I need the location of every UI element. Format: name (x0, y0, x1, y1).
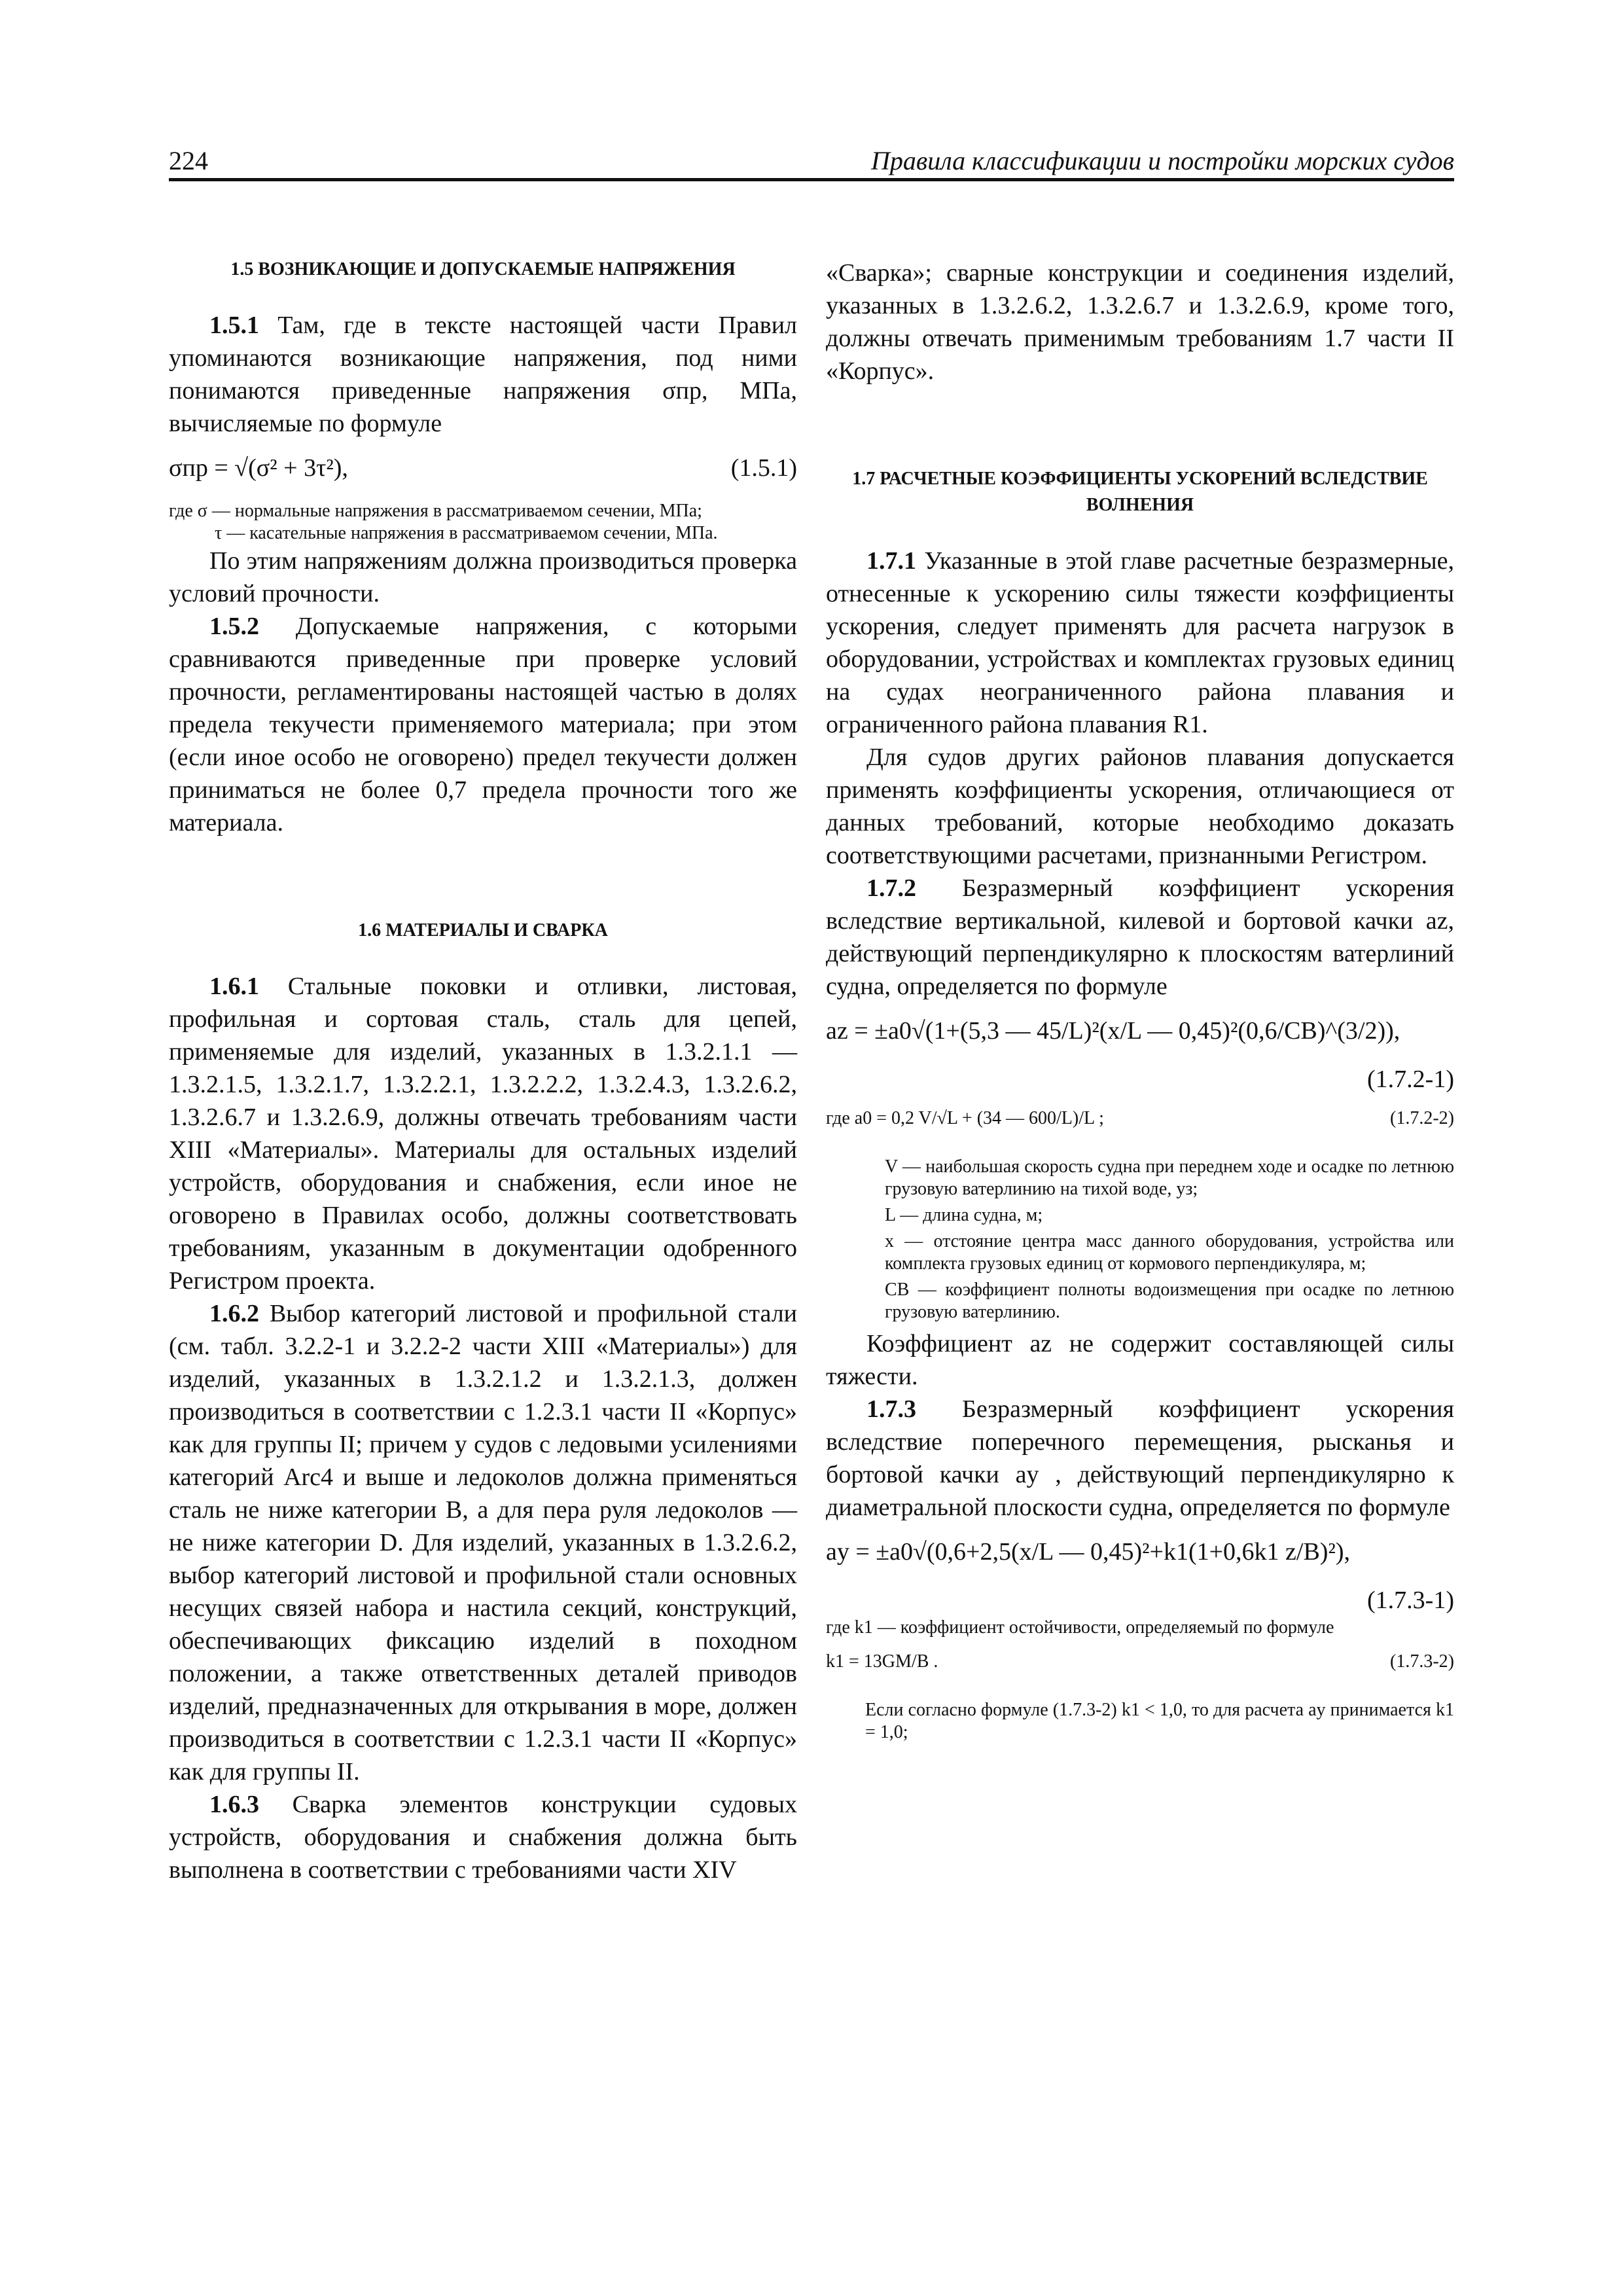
formula-where-2: τ — касательные напряжения в рассматриваемом сечении, МПа. (215, 523, 718, 543)
paragraph-1-7-2b: Коэффициент az не содержит составляющей силы тяжести. (826, 1330, 1454, 1390)
formula-1-7-3-2 (826, 1651, 1454, 1687)
paragraph-1-6-3-continued: «Сварка»; сварные конструкции и соединения изделий, указанных в 1.3.2.6.2, 1.3.2.6.7 и 1.3.2.6.9, кроме того, должны отвечать применимым требованиям 1.7 части II «Корпус». (826, 259, 1454, 385)
formula-1-7-2-1 (826, 1014, 1454, 1051)
section-title-1-7: 1.7 РАСЧЕТНЫЕ КОЭФФИЦИЕНТЫ УСКОРЕНИЙ ВСЛЕДСТВИЕ ВОЛНЕНИЯ (852, 469, 1428, 515)
clause-number: 1.7.2 (866, 874, 916, 902)
right-column (826, 257, 1454, 1744)
formula-number: (1.7.3-2) (1390, 1651, 1454, 1672)
formula-number: (1.7.3-1) (1367, 1587, 1454, 1614)
clause-number: 1.6.2 (209, 1300, 259, 1327)
formula-expression: где a0 = 0,2 V/√L + (34 — 600/L)/L ; (826, 1108, 1104, 1128)
paragraph-1-7-1b: Для судов других районов плавания допускается применять коэффициенты ускорения, отличающиеся от данных требований, которые необходимо доказать соответствующими расчетами, признанными Регистром. (826, 744, 1454, 869)
paragraph-1-6-3 (169, 1788, 797, 1886)
page-header (169, 145, 1454, 181)
definition-item: V — наибольшая скорость судна при переднем ходе и осадке по летнюю грузовую ватерлинию на тихой воде, уз; (885, 1157, 1454, 1199)
note: Если согласно формуле (1.7.3-2) k1 < 1,0, то для расчета ay принимается k1 = 1,0; (865, 1700, 1454, 1742)
paragraph-1-6-1 (169, 970, 797, 1297)
paragraph-1-5-1b: По этим напряжениям должна производиться проверка условий прочности. (169, 547, 797, 607)
definition-item: L — длина судна, м; (885, 1205, 1043, 1225)
paragraph-text: Указанные в этой главе расчетные безразмерные, отнесенные к ускорению силы тяжести коэффициенты ускорения, следует применять для расчета нагрузок в оборудовании, устройствах и комплектах грузовых единиц на судах неограниченного района плавания и ограниченного района плавания R1. (826, 547, 1454, 738)
paragraph-1-5-2 (169, 610, 797, 839)
paragraph-text: Выбор категорий листовой и профильной стали (см. табл. 3.2.2-1 и 3.2.2-2 части XIII «Материалы») для изделий, указанных в 1.3.2.1.2 и 1.3.2.1.3, должен производиться в соответствии с 1.2.3.1 части II «Корпус» как для группы II; причем у судов с ледовыми усилениями категорий Arc4 и выше и ледоколов должна применяться сталь не ниже категории В, а для пера руля ледоколов — не ниже категории D. Для изделий, указанных в 1.3.2.6.2, выбор категорий листовой и профильной стали основных несущих связей набора и настила секций, конструкций, обеспечивающих фиксацию изделий в походном положении, а также ответственных деталей приводов изделий, предназначенных для открывания в море, должен производиться в соответствии с 1.2.3.1 части II «Корпус» как для группы II. (169, 1300, 797, 1785)
formula-number: (1.5.1) (730, 454, 797, 482)
formula-expression: az = ±a0√(1+(5,3 — 45/L)²(x/L — 0,45)²(0,6/CB)^(3/2)), (826, 1017, 1400, 1045)
paragraph-text: Безразмерный коэффициент ускорения вследствие вертикальной, килевой и бортовой качки az, действующий перпендикулярно к плоскостям ватерлиний судна, определяется по формуле (826, 874, 1454, 1000)
definition-item: x — отстояние центра масс данного оборудования, устройства или комплекта грузовых единиц от кормового перпендикуляра, м; (885, 1231, 1454, 1274)
clause-number: 1.6.1 (209, 973, 259, 1000)
paragraph-1-6-2 (169, 1297, 797, 1788)
formula-1-5-1 (169, 452, 797, 488)
formula-expression: σпр = √(σ² + 3τ²), (169, 454, 348, 482)
formula-number: (1.7.2-1) (1367, 1066, 1454, 1093)
section-title-1-5: 1.5 ВОЗНИКАЮЩИЕ И ДОПУСКАЕМЫЕ НАПРЯЖЕНИЯ (230, 259, 736, 279)
formula-expression: k1 = 13GM/B . (826, 1651, 938, 1672)
clause-number: 1.6.3 (209, 1791, 259, 1818)
paragraph-text: Стальные поковки и отливки, листовая, профильная и сортовая сталь, сталь для цепей, применяемые для изделий, указанных в 1.3.2.1.1 — 1.3.2.1.5, 1.3.2.1.7, 1.3.2.2.1, 1.3.2.2.2, 1.3.2.4.3, 1.3.2.6.2, 1.3.2.6.7 и 1.3.2.6.9, должны отвечать требованиям части XIII «Материалы». Материалы для остальных изделий устройств, оборудования и снабжения, если иное не оговорено в Правилах особо, должны соответствовать требованиям, указанным в документации одобренного Регистром проекта. (169, 973, 797, 1295)
paragraph-1-7-2 (826, 872, 1454, 1003)
paragraph-text: Безразмерный коэффициент ускорения вследствие поперечного перемещения, рысканья и бортовой качки ay , действующий перпендикулярно к диаметральной плоскости судна, определяется по формуле (826, 1395, 1454, 1521)
variable-definitions (885, 1156, 1454, 1323)
formula-where-1: где σ — нормальные напряжения в рассматриваемом сечении, МПа; (169, 501, 702, 521)
formula-1-7-3-1 (826, 1535, 1454, 1572)
running-title: Правила классификации и постройки морских судов (870, 146, 1454, 175)
clause-number: 1.7.1 (866, 547, 916, 575)
paragraph-1-7-3 (826, 1393, 1454, 1524)
left-column (169, 257, 797, 1886)
clause-number: 1.5.2 (209, 613, 259, 640)
clause-number: 1.7.3 (866, 1395, 916, 1423)
clause-number: 1.5.1 (209, 312, 259, 339)
paragraph-text: Там, где в тексте настоящей части Правил упоминаются возникающие напряжения, под ними понимаются приведенные напряжения σпр, МПа, вычисляемые по формуле (169, 312, 797, 437)
paragraph-1-7-1 (826, 545, 1454, 741)
formula-1-7-2-2 (826, 1107, 1454, 1144)
formula-where: где k1 — коэффициент остойчивости, определяемый по формуле (826, 1617, 1334, 1638)
section-title-1-6: 1.6 МАТЕРИАЛЫ И СВАРКА (358, 920, 608, 941)
page-number: 224 (169, 146, 208, 175)
formula-number: (1.7.2-2) (1390, 1108, 1454, 1128)
definition-item: CB — коэффициент полноты водоизмещения при осадке по летнюю грузовую ватерлинию. (885, 1280, 1454, 1322)
paragraph-text: Сварка элементов конструкции судовых устройств, оборудования и снабжения должна быть выполнена в соответствии с требованиями части XIV (169, 1791, 797, 1884)
formula-expression: ay = ±a0√(0,6+2,5(x/L — 0,45)²+k1(1+0,6k1 z/B)²), (826, 1538, 1351, 1566)
paragraph-1-5-1 (169, 309, 797, 440)
paragraph-text: Допускаемые напряжения, с которыми сравниваются приведенные при проверке условий прочности, регламентированы настоящей частью в долях предела текучести применяемого материала; при этом (если иное особо не оговорено) предел текучести должен приниматься не более 0,7 предела прочности того же материала. (169, 613, 797, 836)
